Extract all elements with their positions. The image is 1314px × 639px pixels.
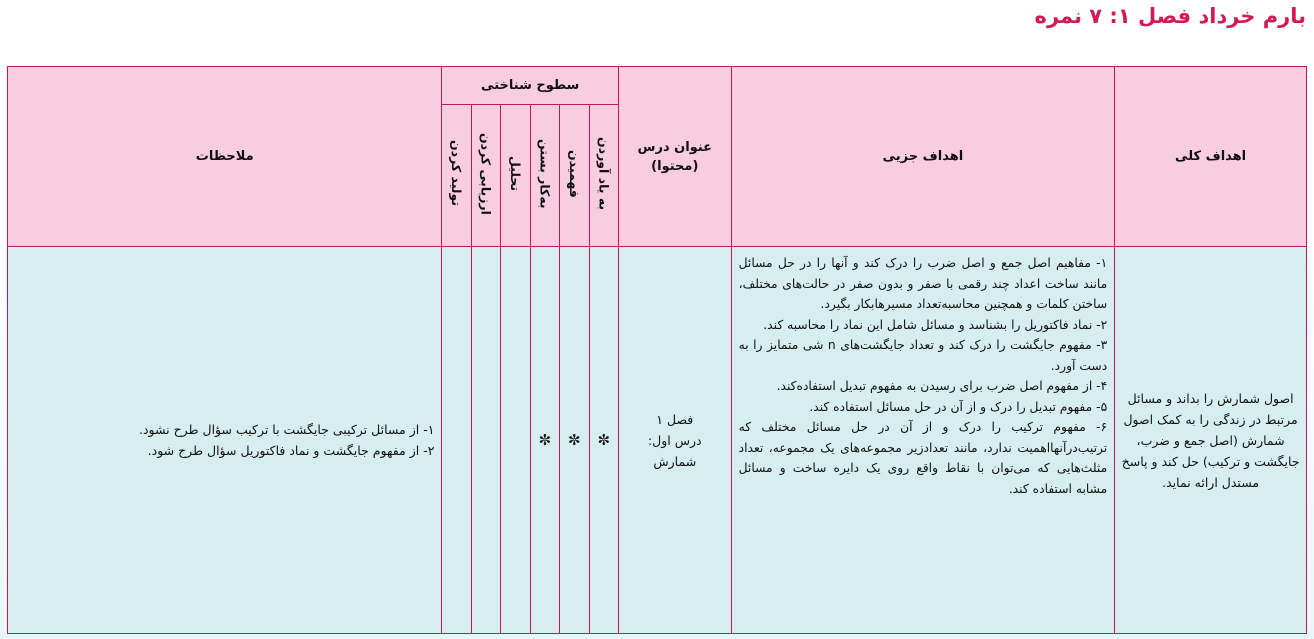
mark-apply: ✼ [530, 247, 559, 634]
level-label: تحلیل [507, 155, 523, 192]
level-label: به‌کار بستن [537, 138, 553, 209]
detailed-goal-item: ۴- از مفهوم اصل ضرب برای رسیدن به مفهوم تبدیل استفاده‌کند. [776, 379, 1108, 393]
level-remember-header [589, 105, 618, 247]
level-label: فهمیدن [566, 149, 582, 198]
lesson-name: درس اول: [647, 432, 702, 448]
general-goal-cell: اصول شمارش را بداند و مسائل مرتبط در زندگی را به کمک اصول شمارش (اصل جمع و ضرب، جایگشت و ترکیب) حل کند و پاسخ مستدل ارائه نماید. [1115, 247, 1307, 634]
detailed-goals-cell [731, 247, 1115, 634]
notes-header: ملاحظات [8, 67, 442, 247]
detailed-goal-item: ۵- مفهوم تبدیل را درک و از آن در حل مسائل استفاده کند. [809, 399, 1108, 414]
cognitive-levels-header: سطوح شناختی [442, 67, 619, 105]
mark-evaluate [471, 247, 500, 634]
note-item: ۲- از مفهوم جایگشت و نماد فاکتوریل سؤال طرح شود. [147, 443, 435, 458]
lesson-title-header-line2: (محتوا) [651, 158, 699, 174]
lesson-title-header [618, 67, 731, 247]
level-analyze-header [501, 105, 530, 247]
level-label: به یاد آوردن [596, 136, 612, 211]
notes-cell [8, 247, 442, 634]
detailed-goal-item: ۲- نماد فاکتوریل را بشناسد و مسائل شامل این نماد را محاسبه کند. [763, 317, 1108, 332]
lesson-cell [618, 247, 731, 634]
detailed-goal-item: ۶- مفهوم ترکیب را درک و از آن در حل مسائل مختلف که ترتیب‌درآنهااهمیت ندارد، مانند تعدادزیر مجموعه‌های یک مجموعه، تعداد مثلث‌هایی که می‌توان با نقاط واقع روی یک دایره ساخت و مسائل مشابه استفاده کند. [738, 420, 1108, 496]
mark-analyze [501, 247, 530, 634]
mark-understand: ✼ [560, 247, 589, 634]
lesson-title-header-line1: عنوان درس [637, 139, 713, 155]
level-evaluate-header [471, 105, 500, 247]
detailed-goal-item: ۱- مفاهیم اصل جمع و اصل ضرب را درک کند و آنها را در حل مسائل مانند ساخت اعداد چند رقمی با صفر و بدون صفر در حالت‌های مختلف، ساختن کلمات و همچنین محاسبه‌تعداد مسیرهابکار بگیرد. [738, 256, 1108, 311]
detailed-goals-header: اهداف جزیی [731, 67, 1115, 247]
exam-score-table [7, 66, 1307, 634]
mark-create [442, 247, 471, 634]
level-label: ارزیابی کردن [478, 132, 494, 215]
mark-remember: ✼ [589, 247, 618, 634]
level-create-header [442, 105, 471, 247]
detailed-goal-item: ۳- مفهوم جایگشت را درک کند و تعداد جایگشت‌های n شی متمایز را به دست آورد. [738, 338, 1108, 373]
lesson-chapter: فصل ۱ [656, 411, 694, 427]
level-understand-header [560, 105, 589, 247]
page-title: بارم خرداد فصل ۱: ۷ نمره [1034, 4, 1306, 28]
note-item: ۱- از مسائل ترکیبی جایگشت با ترکیب سؤال طرح نشود. [139, 422, 435, 437]
level-label: تولید کردن [449, 140, 465, 207]
lesson-topic: شمارش [653, 453, 697, 469]
level-apply-header [530, 105, 559, 247]
general-goals-header: اهداف کلی [1115, 67, 1307, 247]
